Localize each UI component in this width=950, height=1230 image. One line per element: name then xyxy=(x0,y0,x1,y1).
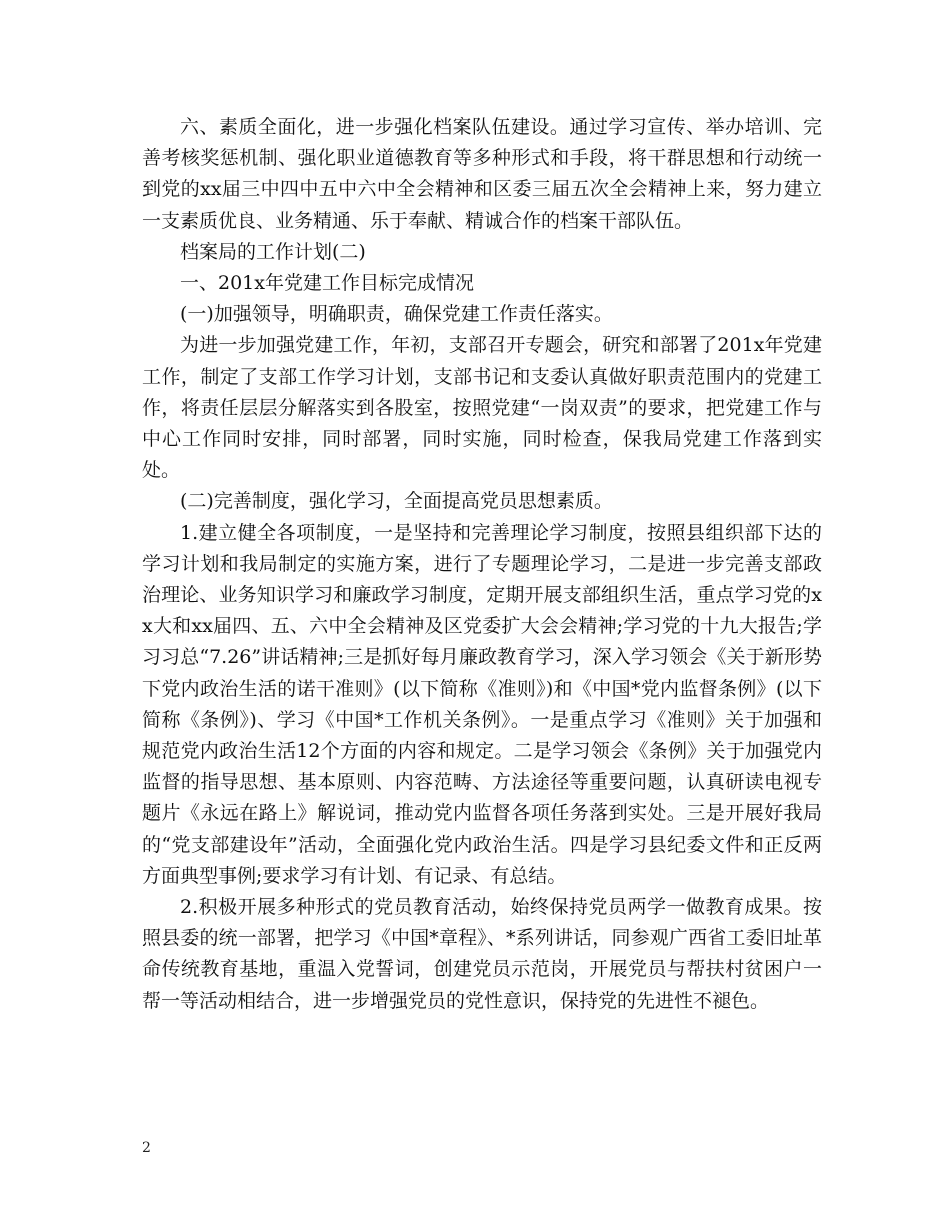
subheading-systems-study: (二)完善制度，强化学习，全面提高党员思想素质。 xyxy=(180,490,613,513)
paragraph-systems: 1.建立健全各项制度，一是坚持和完善理论学习制度，按照县组织部下达的学习计划和我局制定的实施方案，进行了专题理论学习，二是进一步完善支部政治理论、业务知识学习和廉政学习制度，定期开展支部组织生活，重点学习党的xx大和xx届四、五、六中全会精神及区党委扩大会会精神;学习党的十九大报告;学习习总“7.26”讲话精神;三是抓好每月廉政教育学习，深入学习领会《关于新形势下党内政治生活的诺干准则》(以下简称《准则》)和《中国*党内监督条例》(以下简称《条例》)、学习《中国*工作机关条例》。一是重点学习《准则》关于加强和规范党内政治生活12个方面的内容和规定。二是学习领会《条例》关于加强党内监督的指导思想、基本原则、内容范畴、方法途径等重要问题，认真研读电视专题片《永远在路上》解说词，推动党内监督各项任务落到实处。三是开展好我局的“党支部建设年”活动，全面强化党内政治生活。四是学习县纪委文件和正反两方面典型事例;要求学习有计划、有记录、有总结。 xyxy=(142,521,822,887)
paragraph-education-activities: 2.积极开展多种形式的党员教育活动，始终保持党员两学一做教育成果。按照县委的统一部署，把学习《中国*章程》、*系列讲话，同参观广西省工委旧址革命传统教育基地，重温入党誓词，创建党员示范岗，开展党员与帮扶村贫困户一帮一等活动相结合，进一步增强党员的党性意识，保持党的先进性不褪色。 xyxy=(142,896,822,1012)
document-body xyxy=(142,112,822,1017)
page-number: 2 xyxy=(142,1140,151,1156)
paragraph-leadership: 为进一步加强党建工作，年初，支部召开专题会，研究和部署了201x年党建工作，制定了支部工作学习计划，支部书记和支委认真做好职责范围内的党建工作，将责任层层分解落实到各股室，按照党建“一岗双责”的要求，把党建工作与中心工作同时安排，同时部署，同时实施，同时检查，保我局党建工作落到实处。 xyxy=(142,334,822,482)
paragraph-quality-team: 六、素质全面化，进一步强化档案队伍建设。通过学习宣传、举办培训、完善考核奖惩机制、强化职业道德教育等多种形式和手段，将干群思想和行动统一到党的xx届三中四中五中六中全会精神和区委三届五次全会精神上来，努力建立一支素质优良、业务精通、乐于奉献、精诚合作的档案干部队伍。 xyxy=(142,116,822,232)
subheading-leadership: (一)加强领导，明确职责，确保党建工作责任落实。 xyxy=(180,303,613,326)
heading-party-goals: 一、201x年党建工作目标完成情况 xyxy=(180,272,474,295)
section-title-work-plan-2: 档案局的工作计划(二) xyxy=(180,240,366,263)
